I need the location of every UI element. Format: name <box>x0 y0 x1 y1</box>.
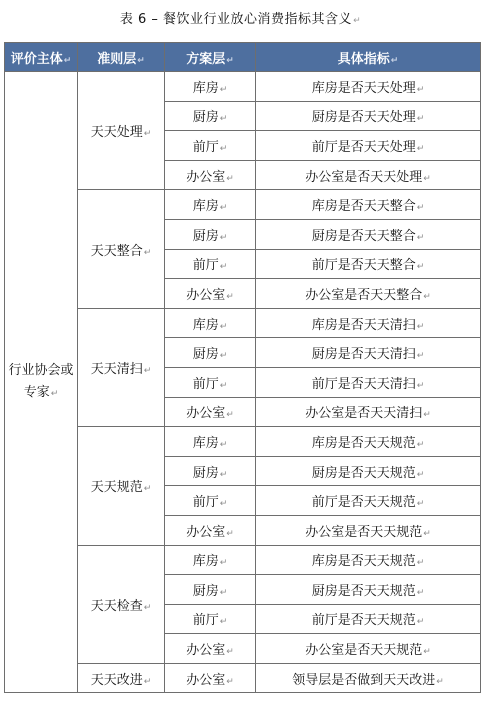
indicator-text: 领导层是否做到天天改进 <box>292 672 436 688</box>
scheme-text: 办公室 <box>186 169 226 185</box>
scheme-cell <box>165 634 256 664</box>
indicator-cell <box>256 663 481 693</box>
paragraph-mark-icon: ↵ <box>143 247 152 258</box>
paragraph-mark-icon: ↵ <box>219 203 228 214</box>
indicator-text: 库房是否天天处理 <box>311 80 416 96</box>
scheme-cell <box>165 190 256 220</box>
scheme-cell <box>165 308 256 338</box>
indicator-cell <box>256 190 481 220</box>
indicator-text: 前厅是否天天整合 <box>311 258 416 274</box>
paragraph-mark-icon: ↵ <box>143 602 152 613</box>
header-label: 评价主体 <box>10 51 63 67</box>
scheme-cell <box>165 249 256 279</box>
paragraph-mark-icon: ↵ <box>416 262 425 273</box>
scheme-text: 库房 <box>192 435 219 451</box>
paragraph-mark-icon: ↵ <box>423 528 431 539</box>
header-cell-subject <box>5 43 78 72</box>
scheme-cell <box>165 160 256 190</box>
paragraph-mark-icon: ↵ <box>219 469 228 480</box>
paragraph-mark-icon: ↵ <box>63 55 72 66</box>
header-label: 准则层 <box>97 51 137 67</box>
paragraph-mark-icon: ↵ <box>143 129 152 140</box>
paragraph-mark-icon: ↵ <box>219 499 228 510</box>
scheme-cell <box>165 575 256 605</box>
indicator-text: 库房是否天天整合 <box>311 199 416 215</box>
paragraph-mark-icon: ↵ <box>219 617 228 628</box>
indicator-text: 前厅是否天天规范 <box>311 495 416 511</box>
indicator-cell <box>256 575 481 605</box>
header-cell-criterion <box>78 43 165 72</box>
scheme-text: 办公室 <box>186 287 226 303</box>
paragraph-mark-icon: ↵ <box>416 232 425 243</box>
scheme-cell <box>165 367 256 397</box>
indicator-cell <box>256 101 481 131</box>
paragraph-mark-icon: ↵ <box>226 410 234 421</box>
criterion-text: 天天规范 <box>90 480 143 496</box>
indicator-text: 厨房是否天天整合 <box>311 228 416 244</box>
scheme-text: 办公室 <box>186 524 226 540</box>
scheme-text: 厨房 <box>192 583 219 599</box>
paragraph-mark-icon: ↵ <box>219 143 228 154</box>
scheme-text: 前厅 <box>192 258 219 274</box>
paragraph-mark-icon: ↵ <box>226 291 234 302</box>
indicator-cell <box>256 486 481 516</box>
paragraph-mark-icon: ↵ <box>50 388 59 399</box>
paragraph-mark-icon: ↵ <box>416 321 425 332</box>
criterion-cell <box>78 427 165 545</box>
indicator-cell <box>256 604 481 634</box>
scheme-text: 厨房 <box>192 347 219 363</box>
scheme-text: 库房 <box>192 554 219 570</box>
paragraph-mark-icon: ↵ <box>219 351 228 362</box>
criterion-cell <box>78 308 165 426</box>
indicator-text: 库房是否天天规范 <box>311 554 416 570</box>
paragraph-mark-icon: ↵ <box>137 55 145 66</box>
scheme-cell <box>165 72 256 102</box>
indicator-text: 库房是否天天规范 <box>311 435 416 451</box>
scheme-cell <box>165 486 256 516</box>
header-label: 具体指标 <box>337 51 390 67</box>
header-cell-scheme <box>165 43 256 72</box>
indicator-cell <box>256 249 481 279</box>
scheme-cell <box>165 545 256 575</box>
scheme-text: 办公室 <box>186 643 226 659</box>
indicator-table <box>4 42 481 693</box>
scheme-text: 办公室 <box>186 406 226 422</box>
scheme-cell <box>165 338 256 368</box>
indicator-cell <box>256 131 481 161</box>
indicator-cell <box>256 219 481 249</box>
indicator-text: 厨房是否天天规范 <box>311 465 416 481</box>
scheme-text: 库房 <box>192 199 219 215</box>
criterion-text: 天天改进 <box>90 672 143 688</box>
paragraph-mark-icon: ↵ <box>219 232 228 243</box>
indicator-text: 厨房是否天天处理 <box>311 110 416 126</box>
caption-text: 表 6 – 餐饮业行业放心消费指标其含义 <box>119 12 353 27</box>
indicator-text: 办公室是否天天规范 <box>305 643 423 659</box>
paragraph-mark-icon: ↵ <box>416 380 425 391</box>
indicator-cell <box>256 367 481 397</box>
paragraph-mark-icon: ↵ <box>226 647 234 658</box>
paragraph-mark-icon: ↵ <box>143 676 152 687</box>
scheme-text: 办公室 <box>186 672 226 688</box>
paragraph-mark-icon: ↵ <box>219 114 228 125</box>
paragraph-mark-icon: ↵ <box>416 469 425 480</box>
indicator-cell <box>256 427 481 457</box>
header-cell-indicator <box>256 43 481 72</box>
indicator-text: 前厅是否天天处理 <box>311 139 416 155</box>
paragraph-mark-icon: ↵ <box>416 351 425 362</box>
paragraph-mark-icon: ↵ <box>219 587 228 598</box>
scheme-cell <box>165 604 256 634</box>
subject-text: 行业协会或专家 <box>8 362 74 400</box>
paragraph-mark-icon: ↵ <box>436 676 444 687</box>
indicator-cell <box>256 308 481 338</box>
indicator-cell <box>256 338 481 368</box>
paragraph-mark-icon: ↵ <box>226 676 234 687</box>
paragraph-mark-icon: ↵ <box>416 84 425 95</box>
paragraph-mark-icon: ↵ <box>416 587 425 598</box>
indicator-text: 办公室是否天天规范 <box>305 524 423 540</box>
scheme-cell <box>165 663 256 693</box>
paragraph-mark-icon: ↵ <box>390 55 399 66</box>
scheme-text: 前厅 <box>192 139 219 155</box>
indicator-text: 前厅是否天天清扫 <box>311 376 416 392</box>
scheme-cell <box>165 456 256 486</box>
indicator-text: 办公室是否天天处理 <box>305 169 423 185</box>
paragraph-mark-icon: ↵ <box>416 499 425 510</box>
criterion-cell <box>78 72 165 190</box>
indicator-text: 厨房是否天天规范 <box>311 583 416 599</box>
indicator-text: 前厅是否天天规范 <box>311 613 416 629</box>
scheme-text: 前厅 <box>192 376 219 392</box>
scheme-text: 前厅 <box>192 613 219 629</box>
paragraph-mark-icon: ↵ <box>416 558 425 569</box>
paragraph-mark-icon: ↵ <box>423 291 431 302</box>
scheme-cell <box>165 427 256 457</box>
paragraph-mark-icon: ↵ <box>219 84 228 95</box>
paragraph-mark-icon: ↵ <box>353 16 362 26</box>
indicator-cell <box>256 397 481 427</box>
scheme-cell <box>165 397 256 427</box>
paragraph-mark-icon: ↵ <box>416 617 425 628</box>
indicator-text: 厨房是否天天清扫 <box>311 347 416 363</box>
scheme-text: 厨房 <box>192 465 219 481</box>
scheme-text: 前厅 <box>192 495 219 511</box>
indicator-cell <box>256 545 481 575</box>
table-row <box>5 72 481 102</box>
criterion-text: 天天清扫 <box>90 361 143 377</box>
paragraph-mark-icon: ↵ <box>143 365 152 376</box>
indicator-cell <box>256 515 481 545</box>
criterion-cell <box>78 663 165 693</box>
paragraph-mark-icon: ↵ <box>226 528 234 539</box>
paragraph-mark-icon: ↵ <box>219 321 228 332</box>
table-body <box>5 72 481 693</box>
scheme-cell <box>165 219 256 249</box>
criterion-cell <box>78 545 165 663</box>
indicator-cell <box>256 72 481 102</box>
scheme-text: 库房 <box>192 80 219 96</box>
indicator-cell <box>256 160 481 190</box>
paragraph-mark-icon: ↵ <box>219 558 228 569</box>
indicator-text: 办公室是否天天清扫 <box>305 406 423 422</box>
subject-cell <box>5 72 78 693</box>
header-label: 方案层 <box>186 51 226 67</box>
indicator-text: 办公室是否天天整合 <box>305 287 423 303</box>
paragraph-mark-icon: ↵ <box>226 173 234 184</box>
paragraph-mark-icon: ↵ <box>219 262 228 273</box>
criterion-text: 天天检查 <box>90 598 143 614</box>
header-row <box>5 43 481 72</box>
indicator-cell <box>256 634 481 664</box>
indicator-cell <box>256 456 481 486</box>
scheme-cell <box>165 131 256 161</box>
paragraph-mark-icon: ↵ <box>416 143 425 154</box>
scheme-cell <box>165 279 256 309</box>
table-caption <box>0 8 481 27</box>
paragraph-mark-icon: ↵ <box>219 439 228 450</box>
scheme-text: 厨房 <box>192 228 219 244</box>
paragraph-mark-icon: ↵ <box>416 439 425 450</box>
paragraph-mark-icon: ↵ <box>416 114 425 125</box>
scheme-text: 库房 <box>192 317 219 333</box>
indicator-cell <box>256 279 481 309</box>
criterion-text: 天天整合 <box>90 243 143 259</box>
paragraph-mark-icon: ↵ <box>423 410 431 421</box>
scheme-cell <box>165 101 256 131</box>
criterion-cell <box>78 190 165 308</box>
paragraph-mark-icon: ↵ <box>423 173 431 184</box>
paragraph-mark-icon: ↵ <box>226 55 234 66</box>
criterion-text: 天天处理 <box>90 125 143 141</box>
paragraph-mark-icon: ↵ <box>143 484 152 495</box>
paragraph-mark-icon: ↵ <box>423 647 431 658</box>
indicator-text: 库房是否天天清扫 <box>311 317 416 333</box>
paragraph-mark-icon: ↵ <box>416 203 425 214</box>
scheme-cell <box>165 515 256 545</box>
paragraph-mark-icon: ↵ <box>219 380 228 391</box>
scheme-text: 厨房 <box>192 110 219 126</box>
